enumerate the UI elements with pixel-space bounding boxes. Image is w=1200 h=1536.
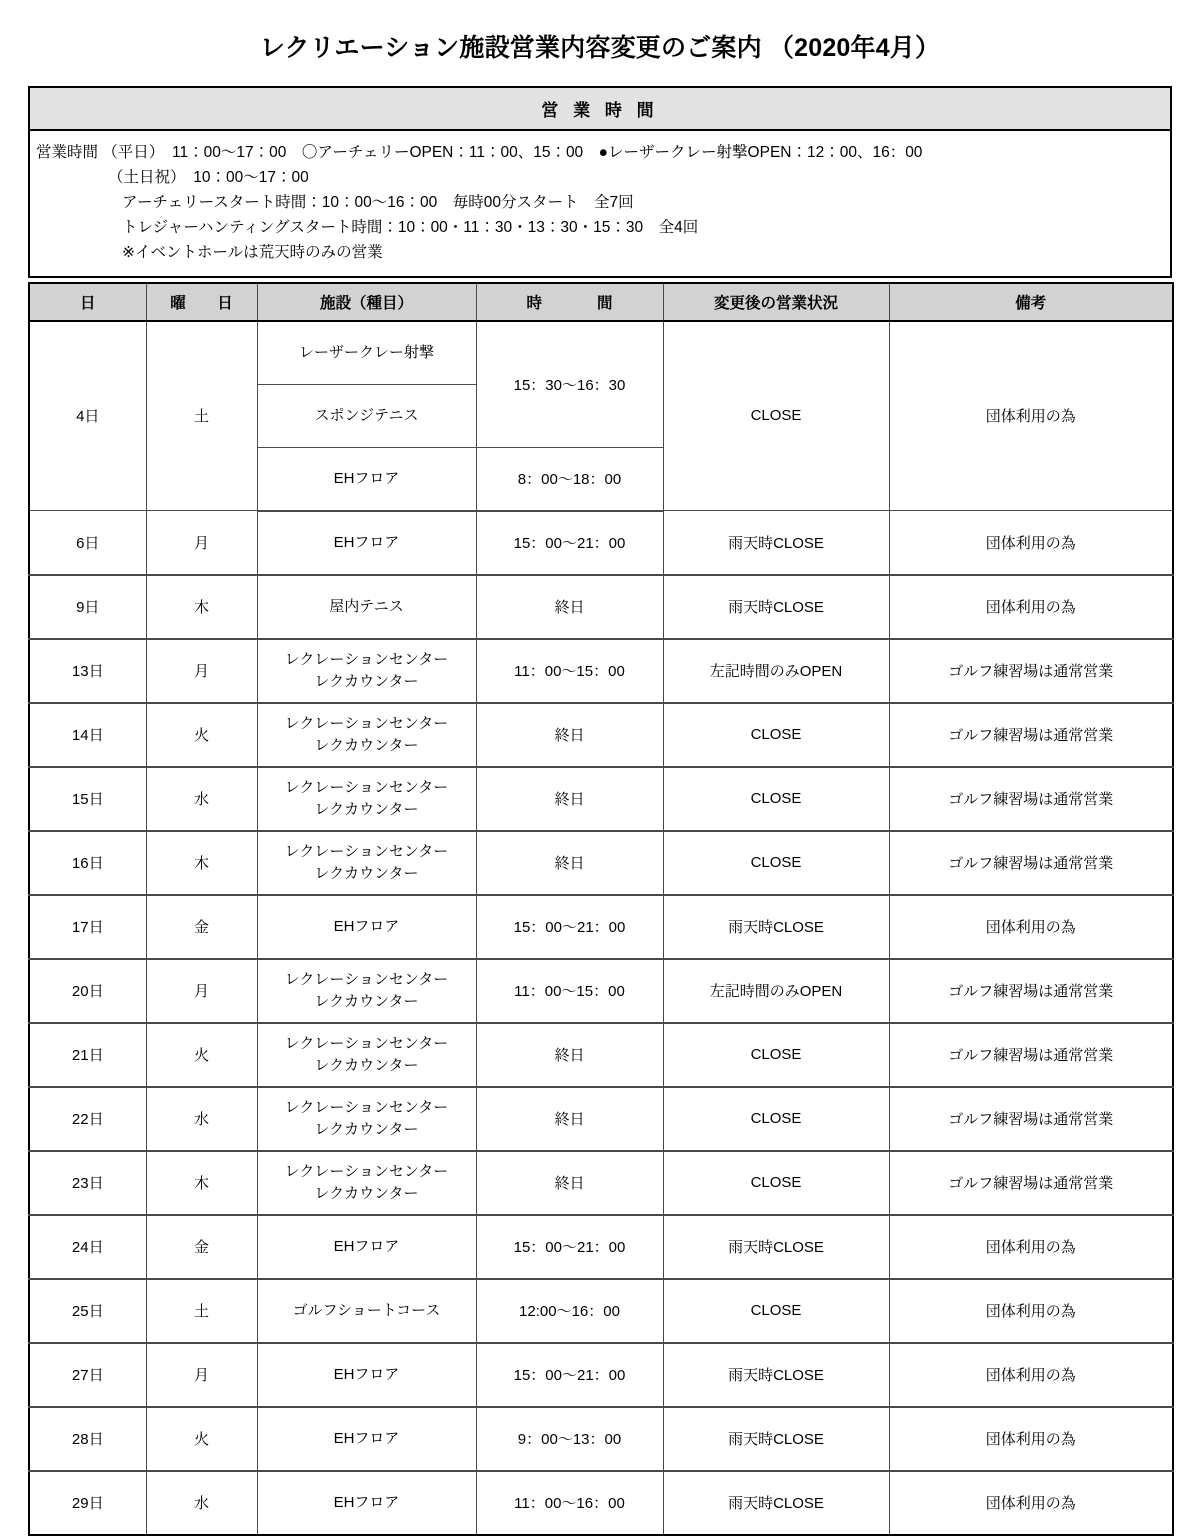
cell-day: 21日	[29, 1023, 146, 1087]
hours-line-event-hall-note: ※イベントホールは荒天時のみの営業	[122, 244, 383, 262]
facility-line-2: レクカウンター	[314, 736, 419, 754]
cell-day: 20日	[29, 959, 146, 1023]
cell-note: ゴルフ練習場は通常営業	[889, 1151, 1173, 1215]
cell-status: 左記時間のみOPEN	[663, 959, 889, 1023]
cell-day: 4日	[29, 321, 146, 511]
cell-day: 24日	[29, 1215, 146, 1279]
table-row	[29, 1023, 1173, 1087]
cell-status: CLOSE	[663, 1023, 889, 1087]
table-row	[29, 895, 1173, 959]
cell-time: 終日	[476, 703, 663, 767]
cell-status: CLOSE	[663, 767, 889, 831]
cell-status: 雨天時CLOSE	[663, 1407, 889, 1471]
cell-weekday: 火	[146, 1407, 257, 1471]
facility-line-2: レクカウンター	[314, 1120, 419, 1138]
cell-weekday: 木	[146, 831, 257, 895]
table-row	[29, 1279, 1173, 1343]
cell-weekday: 水	[146, 1087, 257, 1151]
cell-day: 28日	[29, 1407, 146, 1471]
cell-note: ゴルフ練習場は通常営業	[889, 639, 1173, 703]
cell-weekday: 水	[146, 767, 257, 831]
business-hours-box	[28, 86, 1172, 278]
table-row	[29, 831, 1173, 895]
hours-line-weekend: （土日祝） 10：00〜17：00	[108, 169, 309, 187]
facility-line-1: レクレーションセンター	[284, 714, 449, 732]
cell-facility	[257, 1151, 476, 1215]
hours-line-treasure-hunting: トレジャーハンティングスタート時間：10：00・11：30・13：30・15：30 全4回	[122, 219, 699, 237]
cell-day: 13日	[29, 639, 146, 703]
cell-facility	[257, 703, 476, 767]
cell-note: ゴルフ練習場は通常営業	[889, 831, 1173, 895]
table-row	[29, 639, 1173, 703]
cell-weekday: 金	[146, 895, 257, 959]
cell-note: 団体利用の為	[889, 1215, 1173, 1279]
table-row	[29, 321, 1173, 385]
cell-note: ゴルフ練習場は通常営業	[889, 767, 1173, 831]
table-row	[29, 575, 1173, 639]
column-header-facility: 施設（種目）	[257, 283, 476, 321]
cell-time: 9：00〜13：00	[476, 1407, 663, 1471]
facility-line-1: レクレーションセンター	[284, 1162, 449, 1180]
cell-facility	[257, 959, 476, 1023]
cell-time: 終日	[476, 1151, 663, 1215]
table-row	[29, 959, 1173, 1023]
column-header-day: 日	[29, 283, 146, 321]
cell-time: 15：00〜21：00	[476, 1215, 663, 1279]
cell-facility: EHフロア	[257, 1471, 476, 1535]
column-header-status: 変更後の営業状況	[663, 283, 889, 321]
business-hours-header: 営 業 時 間	[30, 88, 1170, 131]
facility-line-1: レクレーションセンター	[284, 1034, 449, 1052]
cell-status: 雨天時CLOSE	[663, 1471, 889, 1535]
facility-line-2: レクカウンター	[314, 992, 419, 1010]
cell-time: 15：00〜21：00	[476, 1343, 663, 1407]
cell-day: 23日	[29, 1151, 146, 1215]
cell-note: ゴルフ練習場は通常営業	[889, 703, 1173, 767]
cell-status: 雨天時CLOSE	[663, 575, 889, 639]
table-row	[29, 1215, 1173, 1279]
facility-line-1: レクレーションセンター	[284, 650, 449, 668]
cell-note: ゴルフ練習場は通常営業	[889, 959, 1173, 1023]
cell-weekday: 火	[146, 703, 257, 767]
cell-day: 22日	[29, 1087, 146, 1151]
cell-time: 15：00〜21：00	[476, 895, 663, 959]
table-row	[29, 511, 1173, 575]
cell-time: 11：00〜16：00	[476, 1471, 663, 1535]
cell-note: 団体利用の為	[889, 511, 1173, 575]
cell-facility: EHフロア	[257, 511, 476, 575]
cell-facility: EHフロア	[257, 895, 476, 959]
cell-time: 11：00〜15：00	[476, 639, 663, 703]
cell-note: 団体利用の為	[889, 321, 1173, 511]
cell-day: 14日	[29, 703, 146, 767]
table-row	[29, 1343, 1173, 1407]
table-row	[29, 1151, 1173, 1215]
cell-time: 12:00〜16：00	[476, 1279, 663, 1343]
hours-line-weekday: 営業時間 （平日） 11：00〜17：00 〇アーチェリーOPEN：11：00、15：00 ●レーザークレー射撃OPEN：12：00、16：00	[36, 144, 923, 161]
facility-line-2: レクカウンター	[314, 864, 419, 882]
table-row	[29, 767, 1173, 831]
table-row	[29, 1471, 1173, 1535]
cell-weekday: 土	[146, 321, 257, 511]
cell-weekday: 木	[146, 575, 257, 639]
cell-day: 29日	[29, 1471, 146, 1535]
cell-note: 団体利用の為	[889, 1343, 1173, 1407]
page-title: レクリエーション施設営業内容変更のご案内 （2020年4月）	[259, 34, 941, 62]
cell-facility: ゴルフショートコース	[257, 1279, 476, 1343]
cell-weekday: 月	[146, 639, 257, 703]
cell-status: 雨天時CLOSE	[663, 511, 889, 575]
facility-line-1: レクレーションセンター	[284, 842, 449, 860]
cell-note: 団体利用の為	[889, 895, 1173, 959]
cell-status: 雨天時CLOSE	[663, 1343, 889, 1407]
cell-facility: EHフロア	[257, 1407, 476, 1471]
cell-day: 17日	[29, 895, 146, 959]
table-row	[29, 703, 1173, 767]
table-header-row	[29, 283, 1173, 321]
cell-status: 雨天時CLOSE	[663, 1215, 889, 1279]
cell-weekday: 月	[146, 959, 257, 1023]
cell-facility	[257, 767, 476, 831]
cell-day: 9日	[29, 575, 146, 639]
cell-facility: EHフロア	[257, 1343, 476, 1407]
cell-facility: EHフロア	[257, 447, 476, 511]
table-row	[29, 1407, 1173, 1471]
cell-status: 雨天時CLOSE	[663, 895, 889, 959]
cell-day: 15日	[29, 767, 146, 831]
column-header-note: 備考	[889, 283, 1173, 321]
cell-time: 15：00〜21：00	[476, 511, 663, 575]
column-header-weekday: 曜 日	[146, 283, 257, 321]
cell-weekday: 木	[146, 1151, 257, 1215]
cell-time: 15：30〜16：30	[476, 321, 663, 448]
cell-time: 終日	[476, 1087, 663, 1151]
cell-facility	[257, 831, 476, 895]
cell-day: 6日	[29, 511, 146, 575]
cell-time: 11：00〜15：00	[476, 959, 663, 1023]
cell-facility	[257, 1023, 476, 1087]
cell-facility: レーザークレー射撃	[257, 321, 476, 385]
facility-line-1: レクレーションセンター	[284, 778, 449, 796]
cell-day: 16日	[29, 831, 146, 895]
facility-line-1: レクレーションセンター	[284, 1098, 449, 1116]
cell-weekday: 金	[146, 1215, 257, 1279]
cell-facility: EHフロア	[257, 1215, 476, 1279]
cell-day: 27日	[29, 1343, 146, 1407]
cell-weekday: 月	[146, 511, 257, 575]
cell-note: ゴルフ練習場は通常営業	[889, 1087, 1173, 1151]
cell-status: CLOSE	[663, 1087, 889, 1151]
cell-facility: 屋内テニス	[257, 575, 476, 639]
cell-day: 25日	[29, 1279, 146, 1343]
cell-status: CLOSE	[663, 703, 889, 767]
business-hours-body	[30, 131, 1170, 276]
cell-weekday: 火	[146, 1023, 257, 1087]
cell-status: CLOSE	[663, 321, 889, 511]
cell-weekday: 月	[146, 1343, 257, 1407]
facility-line-1: レクレーションセンター	[284, 970, 449, 988]
cell-status: CLOSE	[663, 1151, 889, 1215]
cell-time: 終日	[476, 831, 663, 895]
cell-note: 団体利用の為	[889, 1471, 1173, 1535]
facility-line-2: レクカウンター	[314, 1184, 419, 1202]
cell-note: 団体利用の為	[889, 1279, 1173, 1343]
facility-line-2: レクカウンター	[314, 672, 419, 690]
cell-status: 左記時間のみOPEN	[663, 639, 889, 703]
cell-status: CLOSE	[663, 831, 889, 895]
table-row	[29, 1087, 1173, 1151]
cell-note: 団体利用の為	[889, 575, 1173, 639]
hours-line-archery: アーチェリースタート時間：10：00〜16：00 毎時00分スタート 全7回	[122, 194, 634, 212]
facility-line-2: レクカウンター	[314, 1056, 419, 1074]
cell-note: ゴルフ練習場は通常営業	[889, 1023, 1173, 1087]
cell-time: 終日	[476, 575, 663, 639]
facility-line-2: レクカウンター	[314, 800, 419, 818]
cell-time: 8：00〜18：00	[476, 447, 663, 511]
schedule-table	[28, 282, 1174, 1536]
cell-facility: スポンジテニス	[257, 384, 476, 447]
cell-facility	[257, 1087, 476, 1151]
cell-weekday: 土	[146, 1279, 257, 1343]
cell-facility	[257, 639, 476, 703]
column-header-time: 時 間	[476, 283, 663, 321]
cell-note: 団体利用の為	[889, 1407, 1173, 1471]
cell-time: 終日	[476, 767, 663, 831]
cell-status: CLOSE	[663, 1279, 889, 1343]
cell-weekday: 水	[146, 1471, 257, 1535]
cell-time: 終日	[476, 1023, 663, 1087]
